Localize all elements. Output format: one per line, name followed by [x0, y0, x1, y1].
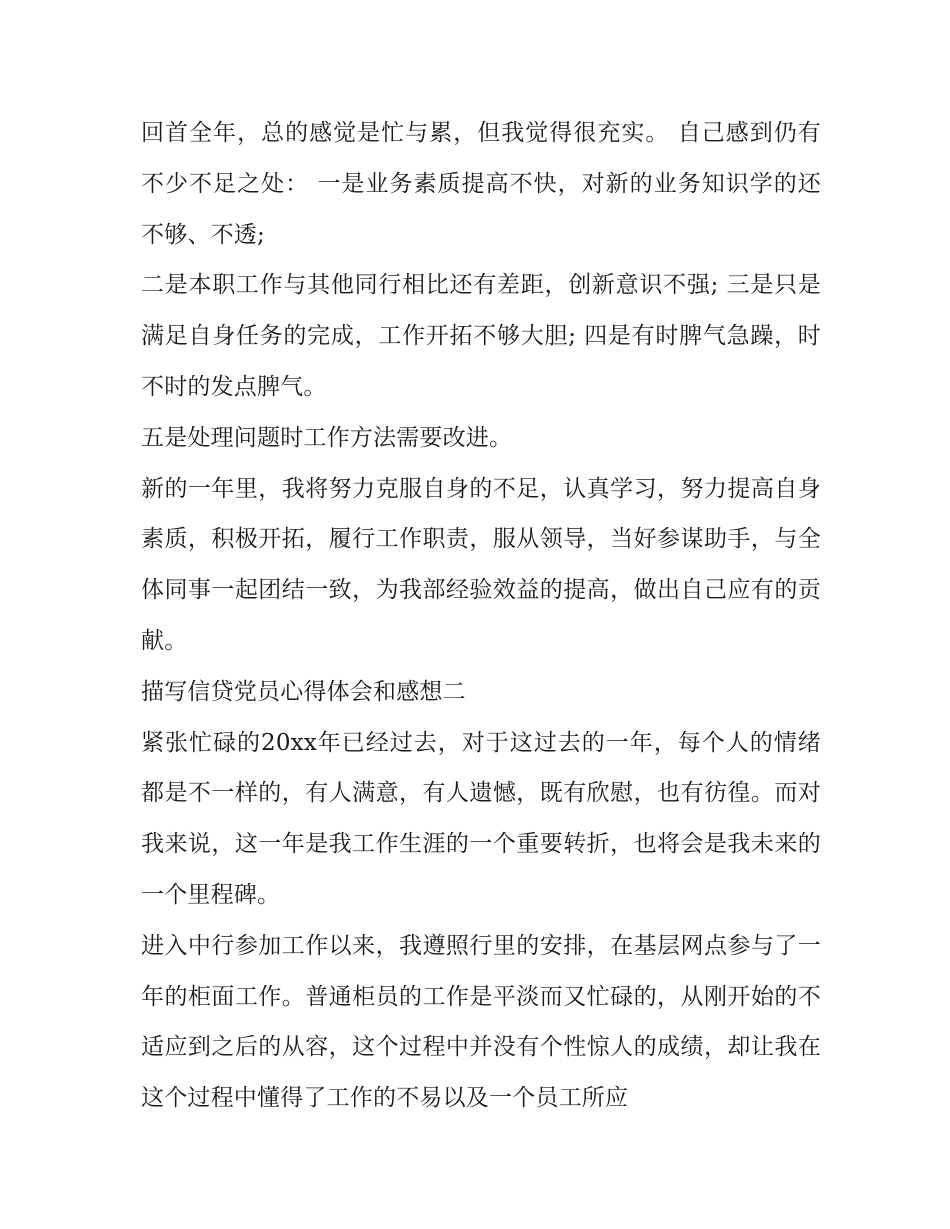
paragraph-shortcomings: 二是本职工作与其他同行相比还有差距，创新意识不强; 三是只是满足自身任务的完成，工作开拓不够大胆; 四是有时脾气急躁，时不时的发点脾气。 [141, 272, 821, 400]
paragraph-method: 五是处理问题时工作方法需要改进。 [141, 424, 513, 451]
paragraph-new-year: 新的一年里，我将努力克服自身的不足，认真学习，努力提高自身素质，积极开拓，履行工作职责，服从领导，当好参谋助手，与全体同事一起团结一致，为我部经验效益的提高，做出自己应有的贡献。 [141, 475, 821, 654]
paragraph-past-year: 紧张忙碌的20xx年已经过去，对于这过去的一年，每个人的情绪都是不一样的，有人满意，有人遗憾，既有欣慰，也有彷徨。而对我来说，这一年是我工作生涯的一个重要转折，也将会是我未来的一个里程碑。 [141, 729, 821, 908]
section-heading: 描写信贷党员心得体会和感想二 [141, 678, 466, 705]
paragraph-summary: 回首全年，总的感觉是忙与累，但我觉得很充实。 自己感到仍有不少不足之处： 一是业务素质提高不快，对新的业务知识学的还不够、不透; [141, 120, 821, 248]
document-body [141, 108, 821, 1124]
paragraph-counter-work: 进入中行参加工作以来，我遵照行里的安排，在基层网点参与了一年的柜面工作。普通柜员的工作是平淡而又忙碌的，从刚开始的不适应到之后的从容，这个过程中并没有个性惊人的成绩，却让我在这个过程中懂得了工作的不易以及一个员工所应 [141, 932, 821, 1112]
